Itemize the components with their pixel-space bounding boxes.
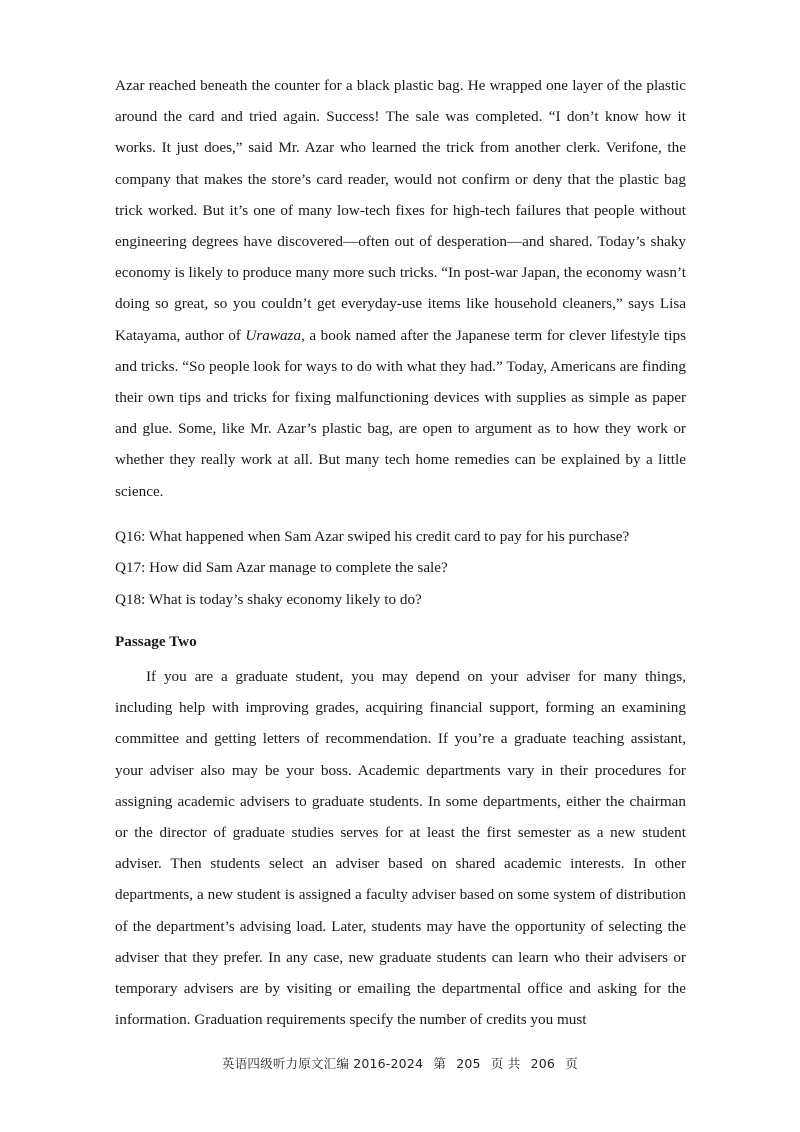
passage-two-heading: Passage Two xyxy=(115,633,197,651)
passage-two-paragraph: If you are a graduate student, you may depend on your adviser for many things, including help with improving grades, acquiring financial support, forming an examining committee and getting letters of recommendation. If you’re a graduate teaching assistant, your adviser also may be your boss. Academic departments vary in their procedures for assigning academic advisers to graduate students. In some departments, either the chairman or the director of graduate studies serves for at least the first semester as a new student adviser. Then students select an adviser based on shared academic interests. In other departments, a new student is assigned a faculty adviser based on some system of distribution of the department’s advising load. Later, students may have the opportunity of selecting the adviser that they prefer. In any case, new graduate students can learn who their advisers or temporary advisers are by visiting or emailing the departmental office and asking for the information. Graduation requirements specify the number of credits you must xyxy=(115,668,686,1029)
question-item: Q17: How did Sam Azar manage to complete the sale? xyxy=(115,559,448,577)
passage-one-text-part-1: Azar reached beneath the counter for a black plastic bag. He wrapped one layer of the plastic around the card and tried again. Success! The sale was completed. “I don’t know how it works. It just does,” said Mr. Azar who learned the trick from another clerk. Verifone, the company that makes the store’s card reader, would not confirm or deny that the plastic bag trick worked. But it’s one of many low-tech fixes for high-tech failures that people without engineering degrees have discovered—often out of desperation—and shared. Today’s shaky economy is likely to produce many more such tricks. “In post-war Japan, the economy wasn’t doing so great, so you couldn’t get everyday-use items like household cleaners,” says Lisa Katayama, author of xyxy=(115,77,686,344)
footer-page-suffix: 页 xyxy=(565,1056,578,1071)
footer-page-prefix: 第 xyxy=(433,1056,447,1071)
footer-page-mid: 页 共 xyxy=(490,1056,521,1071)
book-title: Urawaza xyxy=(245,326,302,344)
question-list xyxy=(115,521,686,615)
question-item: Q16: What happened when Sam Azar swiped his credit card to pay for his purchase? xyxy=(115,527,630,545)
passage-one-paragraph xyxy=(115,70,686,507)
footer-title: 英语四级听力原文汇编 2016-2024 xyxy=(222,1056,424,1071)
passage-one-text-part-2: , a book named after the Japanese term for clever lifestyle tips and tricks. “So people look for ways to do with what they had.” Today, Americans are finding their own tips and tricks for fixing malfunctioning devices with supplies as simple as paper and glue. Some, like Mr. Azar’s plastic bag, are open to argument as to how they work or whether they really work at all. But many tech home remedies can be explained by a little science. xyxy=(115,326,686,500)
page-footer xyxy=(0,1054,800,1072)
footer-page-number: 205 xyxy=(456,1056,481,1071)
question-item: Q18: What is today’s shaky economy likely to do? xyxy=(115,590,422,608)
page-content xyxy=(115,70,686,1036)
footer-total-pages: 206 xyxy=(530,1056,556,1071)
